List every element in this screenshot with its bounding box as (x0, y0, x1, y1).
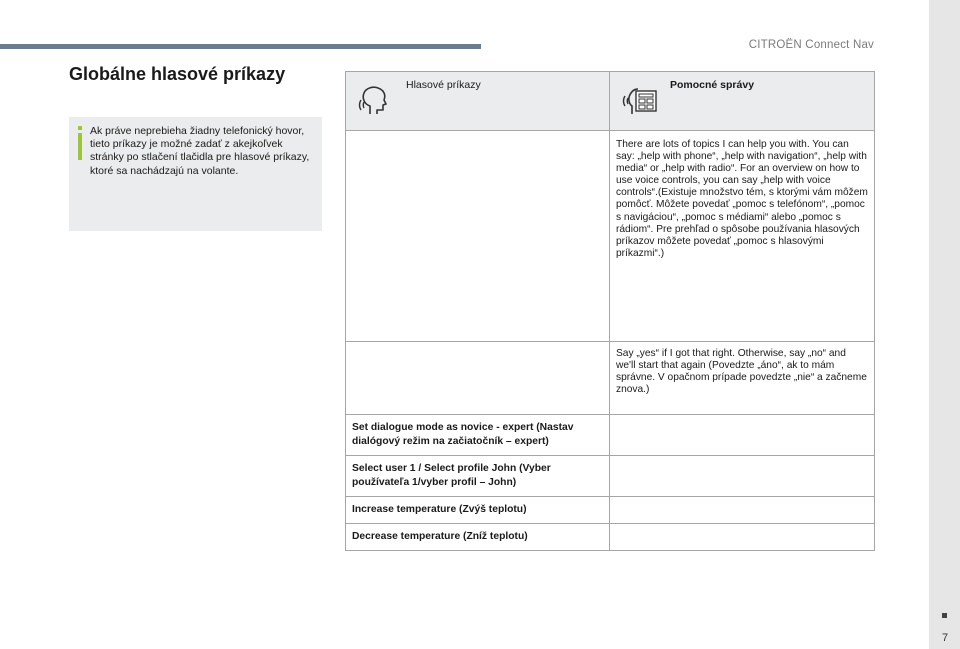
page-title: Globálne hlasové príkazy (69, 64, 286, 84)
command-cell (346, 131, 610, 342)
message-cell: There are lots of topics I can help you with. You can say: „help with phone“, „help with navigation“, „help with media“ or „help with radio“. For an overview on how to use voice controls, you can say „help with voice controls“.(Existuje množstvo tém, s ktorými vám môžem pomôcť. Môžete povedať „pomoc s telefónom“, „pomoc s navigáciou“, „pomoc s médiami“ alebo „pomoc s rádiom“. Pre prehľad o spôsobe používania hlasových príkazov môžete povedať „pomoc s hlasovými príkazmi“.) (610, 131, 875, 342)
voice-display-icon (622, 86, 658, 116)
message-cell (610, 524, 875, 551)
table-row (346, 415, 875, 456)
message-cell (610, 415, 875, 456)
info-icon (78, 126, 82, 160)
info-text: Ak práve neprebieha žiadny telefonický hovor, tieto príkazy je možné zadať z akejkoľvek stránky po stlačení tlačidla pre hlasové príkazy, ktoré sa nachádzajú na volante. (90, 125, 310, 177)
table-row (346, 524, 875, 551)
table-row (346, 131, 875, 342)
command-cell: Decrease temperature (Zníž teplotu) (346, 524, 610, 551)
header-messages-label: Pomocné správy (670, 79, 755, 91)
message-cell (610, 456, 875, 497)
table-row (346, 456, 875, 497)
info-box (69, 117, 322, 231)
page-marker (942, 613, 947, 618)
header-messages-cell (610, 72, 875, 131)
command-cell: Increase temperature (Zvýš teplotu) (346, 497, 610, 524)
voice-commands-table (345, 71, 875, 551)
table-row (346, 342, 875, 415)
page-side-strip (929, 0, 960, 649)
command-cell: Set dialogue mode as novice - expert (Nastav dialógový režim na začiatočník – expert) (346, 415, 610, 456)
speaking-head-icon (358, 86, 390, 116)
command-cell: Select user 1 / Select profile John (Vyber používateľa 1/vyber profil – John) (346, 456, 610, 497)
command-cell (346, 342, 610, 415)
message-cell (610, 497, 875, 524)
message-cell: Say „yes“ if I got that right. Otherwise, say „no“ and we'll start that again (Povedzte „áno“, ak to mám správne. V opačnom prípade povedzte „nie“ a začneme znova.) (610, 342, 875, 415)
table-header-row (346, 72, 875, 131)
brand-label: CITROËN Connect Nav (748, 39, 874, 51)
header-accent-bar (0, 44, 481, 49)
header-commands-cell (346, 72, 610, 131)
page-number: 7 (941, 632, 949, 644)
table-row (346, 497, 875, 524)
header-commands-label: Hlasové príkazy (406, 79, 481, 91)
